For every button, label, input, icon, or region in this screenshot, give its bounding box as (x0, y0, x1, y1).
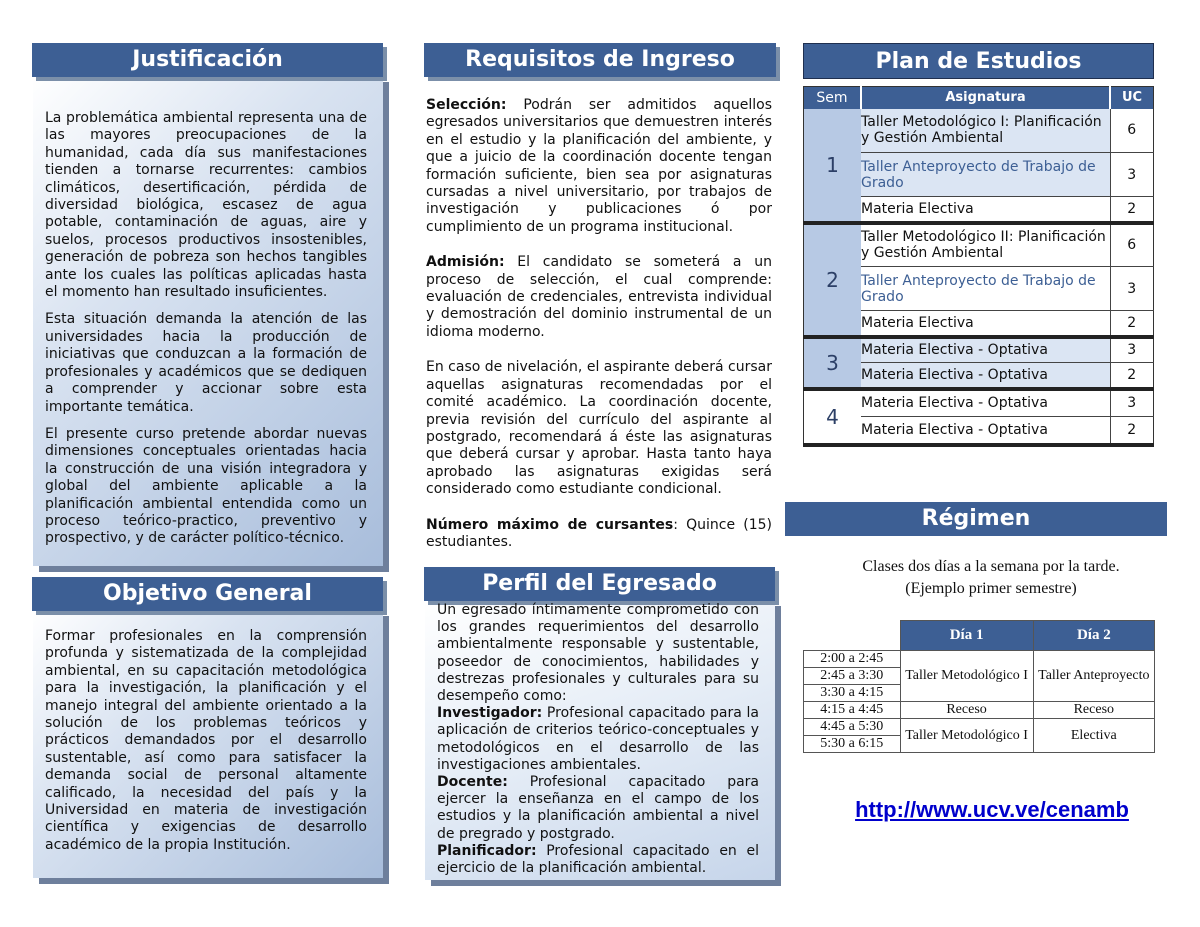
day2-block-1: Taller Anteproyecto (1033, 651, 1154, 702)
day-2-header: Día 2 (1033, 621, 1154, 651)
subject-cell: Taller Anteproyecto de Trabajo de Grado (861, 153, 1110, 197)
day-1-header: Día 1 (900, 621, 1033, 651)
time-cell: 5:30 a 6:15 (804, 736, 901, 753)
subject-cell: Taller Anteproyecto de Trabajo de Grado (861, 267, 1110, 311)
docente-item (437, 774, 759, 843)
subject-cell: Materia Electiva - Optativa (861, 363, 1110, 389)
time-cell: 4:15 a 4:45 (804, 702, 901, 719)
investigador-label: Investigador: (437, 705, 543, 722)
time-cell: 4:45 a 5:30 (804, 719, 901, 736)
plan-header-asignatura: Asignatura (861, 87, 1110, 109)
numero-label: Número máximo de cursantes (426, 516, 674, 533)
subject-cell: Materia Electiva - Optativa (861, 417, 1110, 445)
subject-cell: Materia Electiva - Optativa (861, 337, 1110, 363)
plan-table (803, 86, 1154, 447)
plan-header-uc: UC (1110, 87, 1154, 109)
day1-receso: Receso (900, 702, 1033, 719)
day2-block-2: Electiva (1033, 719, 1154, 753)
uc-cell: 3 (1110, 153, 1154, 197)
admision-paragraph (426, 254, 772, 341)
table-row (804, 109, 1154, 153)
table-row (804, 702, 1155, 719)
seleccion-label: Selección: (426, 97, 507, 113)
regimen-line-1: Clases dos días a la semana por la tarde. (862, 558, 1120, 575)
perfil-intro: Un egresado íntimamente comprometido con los grandes requerimientos del desarrollo ambientalmente responsable y sustentable, poseedor de conocimientos, habilidades y destrezas profesionales y culturales para su desempeño como: (437, 602, 759, 705)
justificacion-heading: Justificación (32, 43, 383, 77)
table-row (804, 719, 1155, 736)
semester-3: 3 (804, 337, 862, 389)
uc-cell: 3 (1110, 389, 1154, 417)
subject-cell: Taller Metodológico II: Planificación y Gestión Ambiental (861, 223, 1110, 267)
uc-cell: 6 (1110, 109, 1154, 153)
semester-1: 1 (804, 109, 862, 223)
subject-cell: Materia Electiva (861, 197, 1110, 223)
uc-cell: 3 (1110, 267, 1154, 311)
docente-text: Profesional capacitado para ejercer la enseñanza en el campo de los estudios y la planificación ambiental a nivel de pregrado y postgrado. (437, 774, 759, 842)
time-cell: 3:30 a 4:15 (804, 685, 901, 702)
objetivo-heading: Objetivo General (32, 577, 383, 611)
perfil-heading: Perfil del Egresado (424, 567, 775, 601)
requisitos-heading: Requisitos de Ingreso (424, 43, 776, 77)
requisitos-text (426, 97, 772, 561)
schedule-table (803, 620, 1155, 753)
seleccion-text: Podrán ser admitidos aquellos egresados universitarios que demuestren interés en el estudio y la planificación del ambiente, y que a juicio de la coordinación docente tengan formación suficiente, bien sea por asignaturas cursadas a nivel universitario, por trabajos de investigación y publicaciones ó por cumplimiento de un programa institucional. (426, 97, 772, 235)
planificador-text: Profesional capacitado en el ejercicio de la planificación ambiental. (437, 842, 759, 877)
website-link[interactable]: http://www.ucv.ve/cenamb (855, 797, 1129, 822)
regimen-heading: Régimen (785, 502, 1167, 536)
day1-block-1: Taller Metodológico I (900, 651, 1033, 702)
planificador-item (437, 843, 759, 877)
justificacion-text (45, 110, 367, 558)
uc-cell: 2 (1110, 197, 1154, 223)
objetivo-text: Formar profesionales en la comprensión profunda y sistematizada de la complejidad ambiental, en su capacitación metodológica para la investigación, la planificación y el manejo integral del ambiente orientado a la solución de los problemas teóricos y prácticos demandados por el desarrollo sustentable, así como para satisfacer la demanda social de personal altamente calificado, la necesidad del país y la Universidad en materia de investigación científica y exigencias de desarrollo académico de la propia Institución. (45, 628, 367, 853)
nivelacion-paragraph: En caso de nivelación, el aspirante deberá cursar aquellas asignaturas recomendadas por el comité académico. La coordinación docente, previa revisión del currículo del aspirante al postgrado, recomendará á éste las asignaturas que deberá cursar y aprobar. Hasta tanto haya aprobado las asignaturas exigidas será considerado como estudiante condicional. (426, 359, 772, 498)
day2-receso: Receso (1033, 702, 1154, 719)
docente-label: Docente: (437, 774, 508, 791)
plan-heading: Plan de Estudios (803, 43, 1154, 79)
uc-cell: 2 (1110, 417, 1154, 445)
admision-text: El candidato se someterá a un proceso de selección, el cual comprende: evaluación de credenciales, entrevista individual y demostración del dominio instrumental de un idioma moderno. (426, 254, 772, 340)
regimen-line-2: (Ejemplo primer semestre) (905, 580, 1077, 597)
investigador-item (437, 705, 759, 774)
justificacion-paragraph-3: El presente curso pretende abordar nuevas dimensiones conceptuales orientadas hacia la construcción de una visión integradora y global del ambiente aplicable a la planificación ambiental entendida como un proceso teórico-practico, preventivo y prospectivo, y de carácter político-técnico. (45, 425, 367, 547)
investigador-text: Profesional capacitado para la aplicación de criterios teórico-conceptuales y metodológicos en el desarrollo de las investigaciones ambientales. (437, 705, 759, 773)
seleccion-paragraph (426, 97, 772, 236)
planificador-label: Planificador: (437, 842, 537, 859)
table-row (804, 389, 1154, 417)
table-row (804, 651, 1155, 668)
uc-cell: 2 (1110, 311, 1154, 337)
table-row (804, 223, 1154, 267)
uc-cell: 6 (1110, 223, 1154, 267)
plan-header-sem: Sem (816, 89, 848, 106)
uc-cell: 3 (1110, 337, 1154, 363)
uc-cell: 2 (1110, 363, 1154, 389)
numero-text: : Quince (15) estudiantes. (426, 516, 773, 550)
subject-cell: Taller Metodológico I: Planificación y Gestión Ambiental (861, 109, 1110, 153)
plan-header-row (804, 87, 1154, 109)
admision-label: Admisión: (426, 254, 505, 271)
schedule-corner (804, 621, 901, 651)
justificacion-paragraph-2: Esta situación demanda la atención de las universidades hacia la producción de iniciativas que conduzcan a la formación de profesionales y académicos que se dediquen a comprender y accionar sobre esta importante temática. (45, 311, 367, 415)
justificacion-paragraph-1: La problemática ambiental representa una de las mayores preocupaciones de la humanidad, cada día sus manifestaciones tienden a tornarse recurrentes: cambios climáticos, desertificación, pérdida de diversidad biológica, escasez de agua potable, contaminación de aguas, aire y suelos, procesos productivos insostenibles, generación de pobreza son hechos tangibles ante los cuales las políticas aplicadas hasta el momento han resultado insuficientes. (45, 110, 367, 301)
time-cell: 2:00 a 2:45 (804, 651, 901, 668)
subject-cell: Materia Electiva - Optativa (861, 389, 1110, 417)
semester-2: 2 (804, 223, 862, 337)
semester-4: 4 (804, 389, 862, 445)
perfil-text (437, 602, 759, 877)
day1-block-2: Taller Metodológico I (900, 719, 1033, 753)
subject-cell: Materia Electiva (861, 311, 1110, 337)
schedule-header-row (804, 621, 1155, 651)
numero-paragraph (426, 517, 772, 552)
time-cell: 2:45 a 3:30 (804, 668, 901, 685)
table-row (804, 337, 1154, 363)
